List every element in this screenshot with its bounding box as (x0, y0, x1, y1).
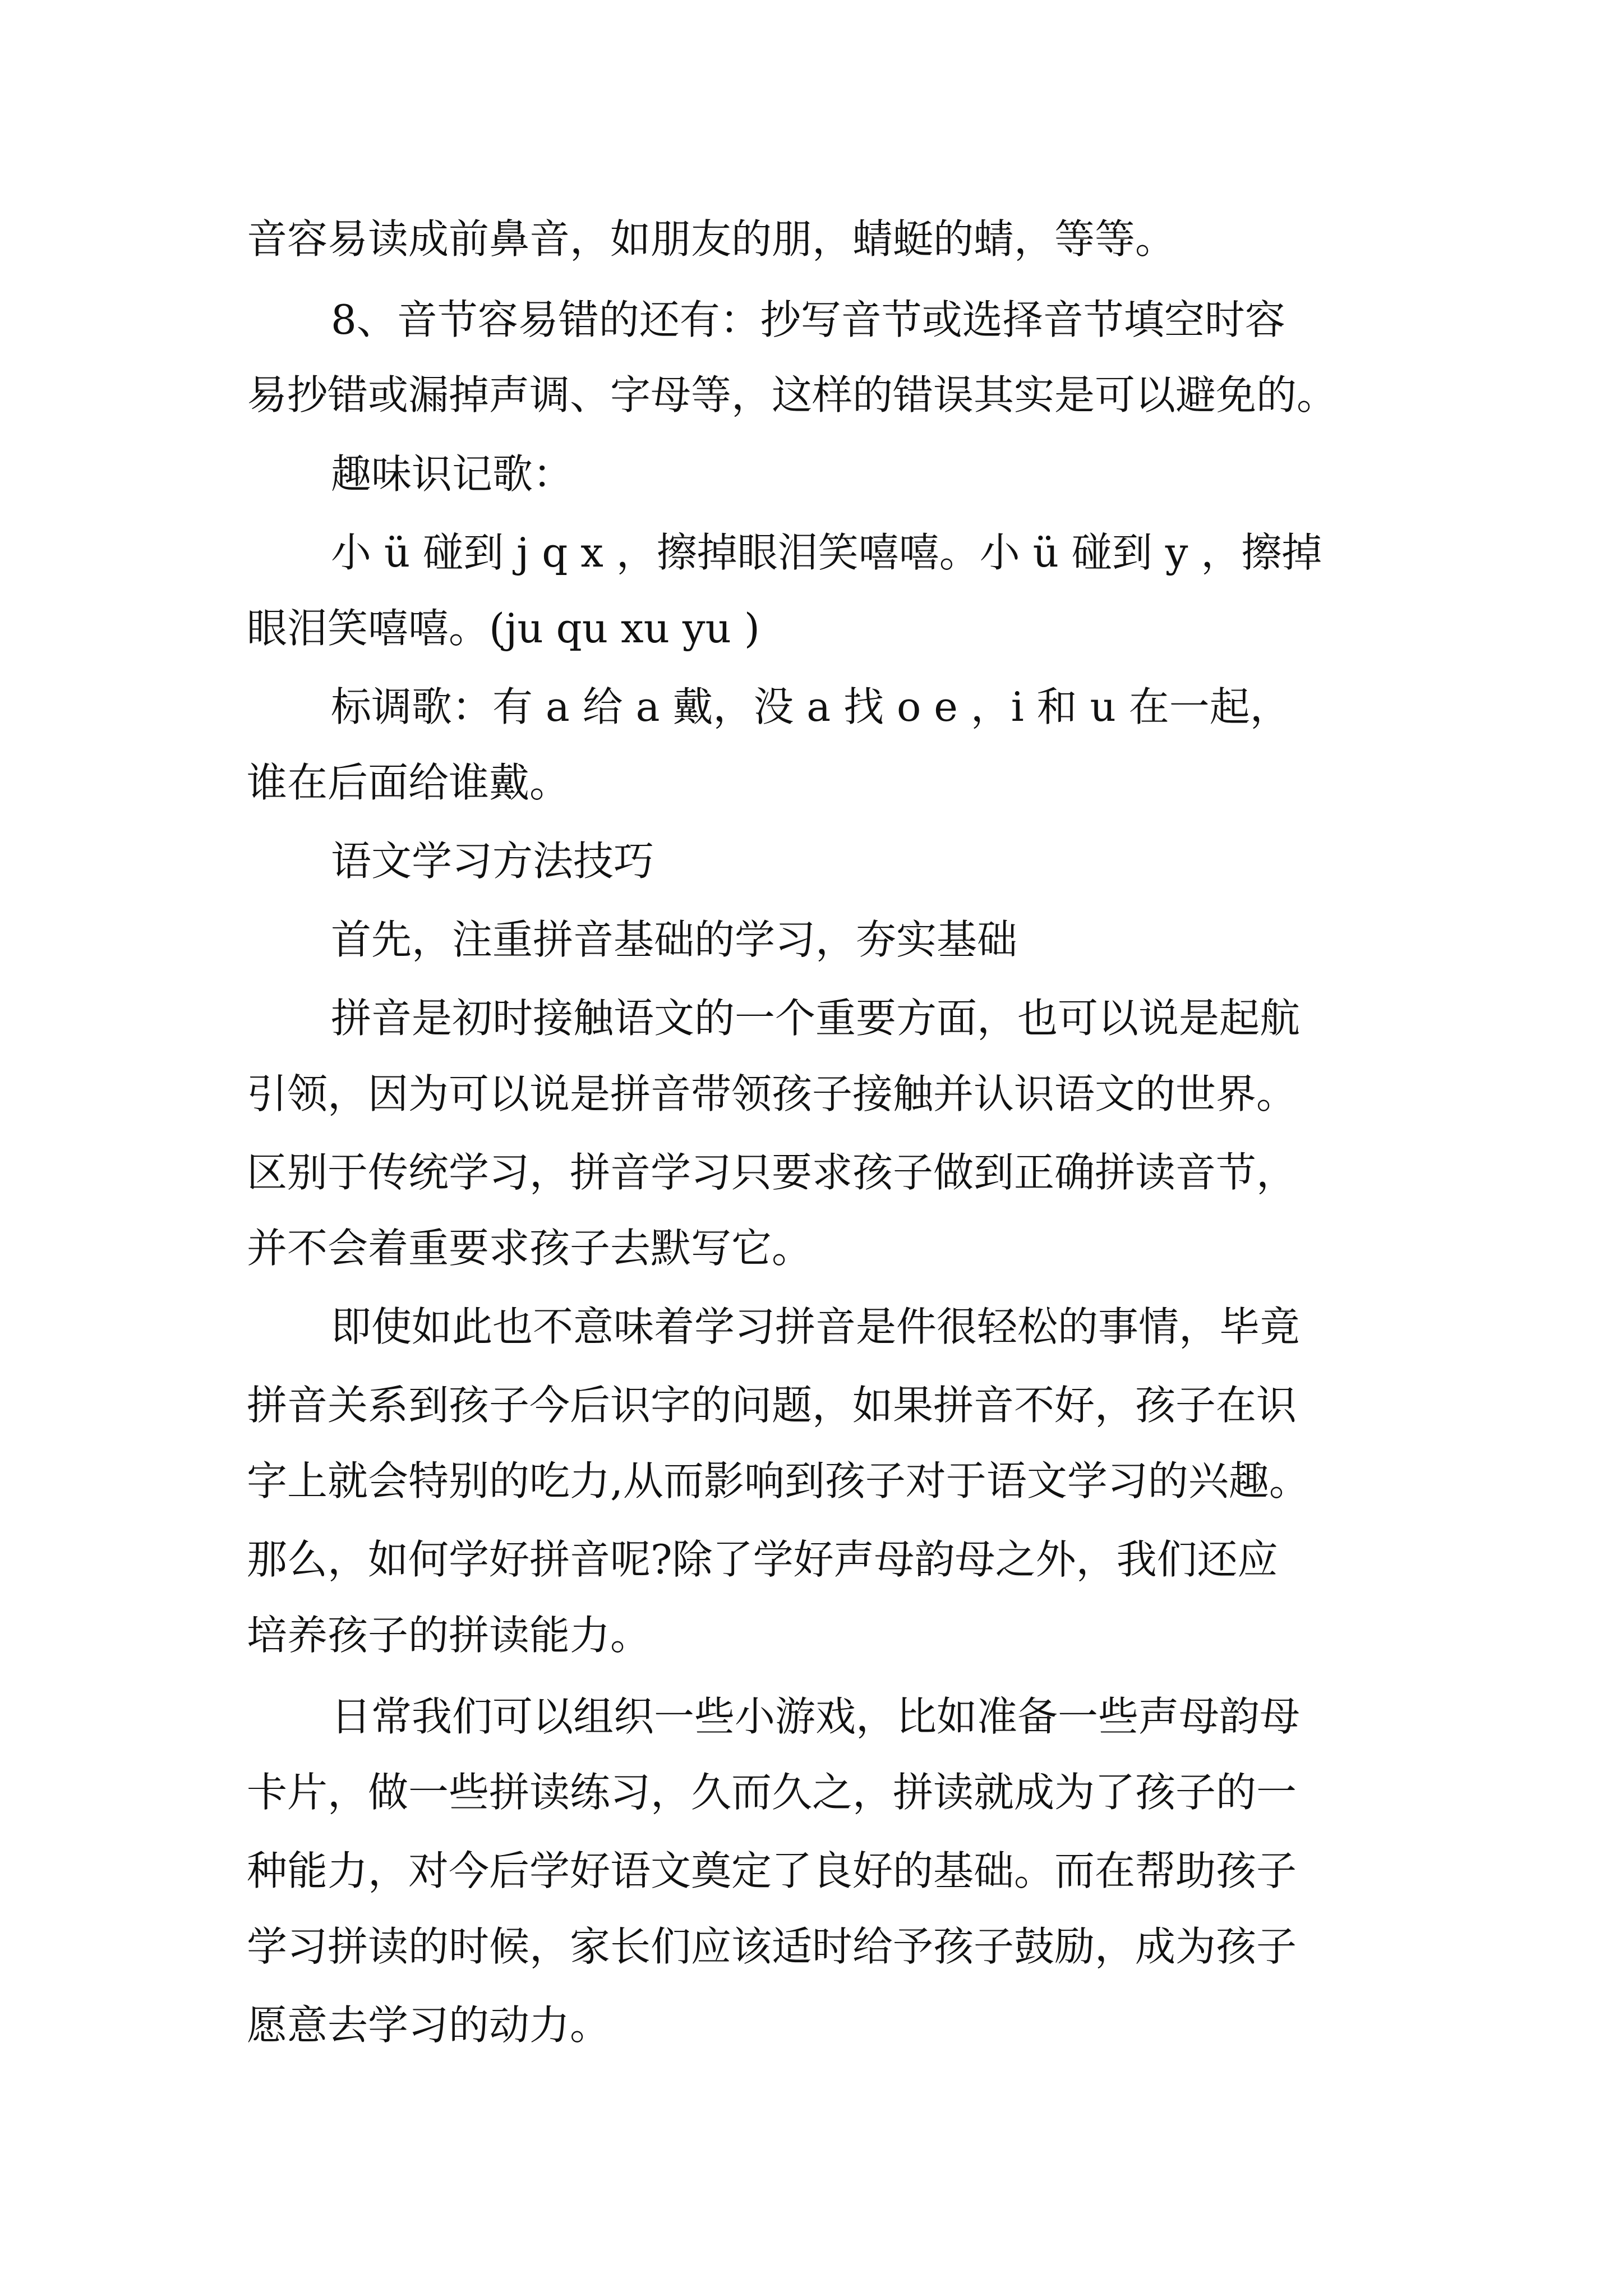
text-line: 谁在后面给谁戴。 (247, 759, 570, 806)
text-line: 培养孩子的拼读能力。 (247, 1612, 651, 1659)
text-line: 语文学习方法技巧 (331, 838, 654, 885)
text-line: 拼音关系到孩子今后识字的问题，如果拼音不好，孩子在识 (247, 1382, 1297, 1429)
text-line: 趣味识记歌： (331, 450, 574, 498)
text-line: 种能力，对今后学好语文奠定了良好的基础。而在帮助孩子 (247, 1847, 1297, 1894)
text-line: 引领，因为可以说是拼音带领孩子接触并认识语文的世界。 (247, 1070, 1297, 1117)
text-line: 小 ü 碰到 j q x ，擦掉眼泪笑嘻嘻。小 ü 碰到 y ，擦掉 (331, 529, 1322, 576)
text-line: 8、音节容易错的还有：抄写音节或选择音节填空时容 (331, 296, 1285, 343)
text-line: 日常我们可以组织一些小游戏，比如准备一些声母韵母 (331, 1693, 1301, 1740)
text-line: 学习拼读的时候，家长们应该适时给予孩子鼓励，成为孩子 (247, 1923, 1297, 1970)
text-line: 那么，如何学好拼音呢?除了学好声母韵母之外，我们还应 (247, 1536, 1278, 1583)
text-line: 并不会着重要求孩子去默写它。 (247, 1225, 813, 1272)
text-line: 字上就会特别的吃力,从而影响到孩子对于语文学习的兴趣。 (247, 1457, 1310, 1504)
text-line: 卡片，做一些拼读练习，久而久之，拼读就成为了孩子的一 (247, 1769, 1297, 1816)
text-line: 眼泪笑嘻嘻。(ju qu xu yu ) (247, 605, 760, 652)
text-line: 拼音是初时接触语文的一个重要方面，也可以说是起航 (331, 995, 1301, 1042)
text-line: 区别于传统学习，拼音学习只要求孩子做到正确拼读音节， (247, 1149, 1297, 1196)
text-line: 即使如此也不意味着学习拼音是件很轻松的事情，毕竟 (331, 1303, 1301, 1350)
text-line: 易抄错或漏掉声调、字母等，这样的错误其实是可以避免的。 (247, 371, 1338, 418)
text-line: 愿意去学习的动力。 (247, 2001, 611, 2049)
text-line: 首先，注重拼音基础的学习，夯实基础 (331, 916, 1018, 963)
text-line: 标调歌：有 a 给 a 戴，没 a 找 o e ，i 和 u 在一起， (331, 683, 1290, 730)
text-line: 音容易读成前鼻音，如朋友的朋，蜻蜓的蜻，等等。 (247, 215, 1176, 263)
